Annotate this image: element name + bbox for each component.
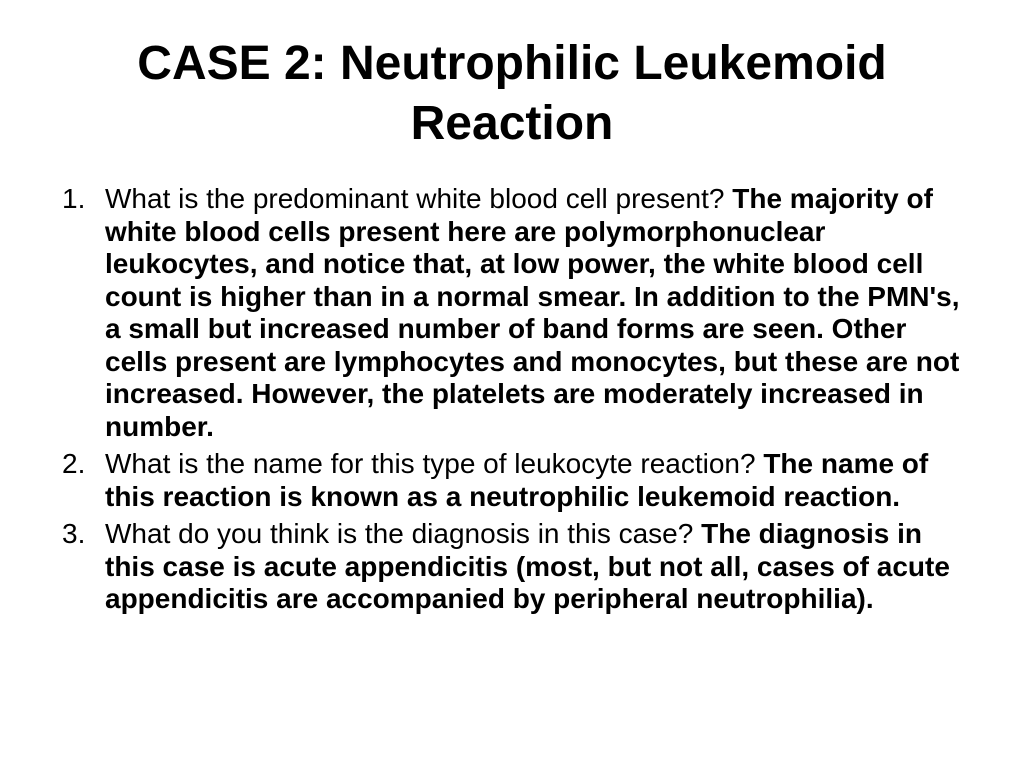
question-text: What do you think is the diagnosis in this case? [105,518,702,549]
item-number: 1. [62,183,86,214]
slide-title: CASE 2: Neutrophilic Leukemoid Reaction [137,37,887,150]
question-text: What is the name for this type of leukocyte reaction? [105,448,764,479]
answer-text: The majority of white blood cells present here are polymorphonuclear leukocytes, and notice that, at low power, the white blood cell count is higher than in a normal smear. In addition to the PMN's, a small but increased number of band forms are seen. Other cells present are lymphocytes and monocytes, but these are not increased. However, the platelets are moderately increased in number. [105,183,960,442]
question-list [62,183,962,621]
answer-text: The name of this reaction is known as a neutrophilic leukemoid reaction. [105,448,929,512]
list-item [62,518,962,616]
question-text: What is the predominant white blood cell present? [105,183,733,214]
answer-text: The diagnosis in this case is acute appendicitis (most, but not all, cases of acute appendicitis are accompanied by peripheral neutrophilia). [105,518,950,614]
item-number: 2. [62,448,86,479]
item-number: 3. [62,518,86,549]
list-item [62,448,962,513]
list-item [62,183,962,443]
